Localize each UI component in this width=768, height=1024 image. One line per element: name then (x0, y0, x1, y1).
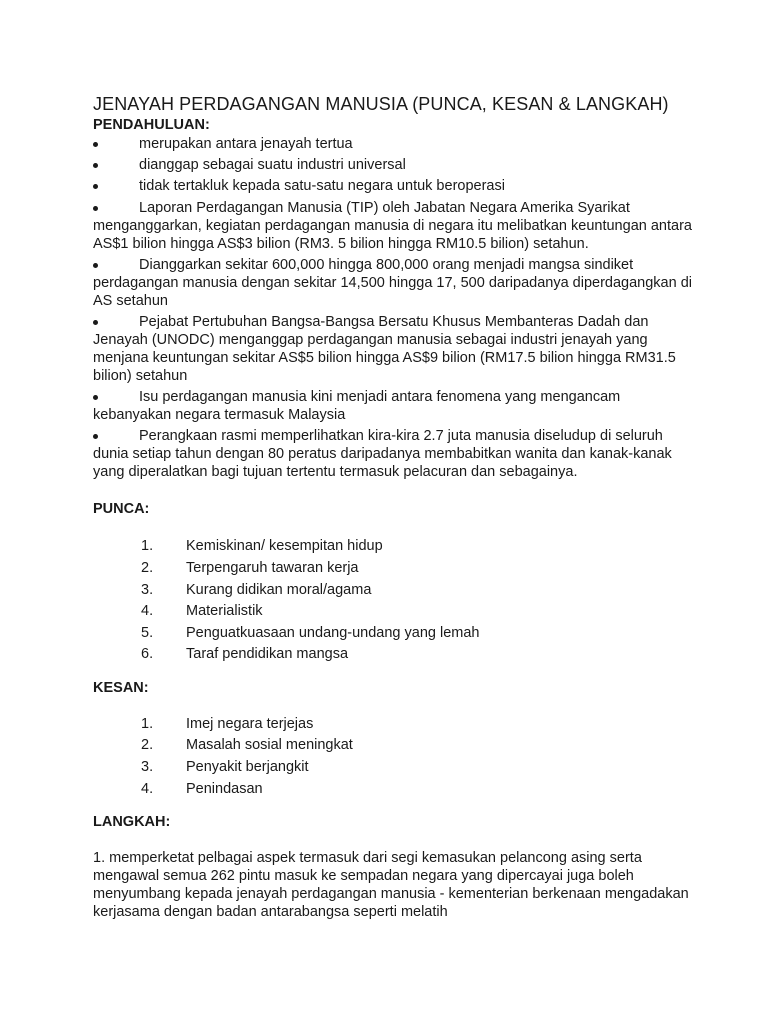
langkah-heading: LANGKAH: (93, 814, 171, 831)
pendahuluan-heading: PENDAHULUAN: (93, 117, 210, 133)
list-item: Perangkaan rasmi memperlihatkan kira-kira 2.7 juta manusia diseludup di seluruh dunia setiap tahun dengan 80 peratus daripadanya membabitkan wanita dan kanak-kanak yang diperalatkan bagi tujuan tertentu termasuk pelacuran dan sebagainya. (93, 428, 672, 481)
document-page (93, 94, 693, 921)
list-item: dianggap sebagai suatu industri universal (93, 156, 693, 174)
list-item: tidak tertakluk kepada satu-satu negara untuk beroperasi (93, 177, 693, 195)
list-item: Laporan Perdagangan Manusia (TIP) oleh Jabatan Negara Amerika Syarikat menganggarkan, kegiatan perdagangan manusia di negara itu melibatkan keuntungan antara AS$1 bilion hingga AS$3 bilion (RM3. 5 bilion hingga RM10.5 bilion) setahun. (93, 199, 692, 252)
list-item: 1. Kemiskinan/ kesempitan hidup (141, 538, 383, 555)
bullet-icon (93, 434, 98, 439)
list-item: 3. Kurang didikan moral/agama (141, 581, 372, 598)
list-item: Isu perdagangan manusia kini menjadi antara fenomena yang mengancam kebanyakan negara termasuk Malaysia (93, 389, 621, 424)
list-item: 4. Materialistik (141, 603, 263, 620)
pendahuluan-list (93, 135, 693, 481)
list-item: merupakan antara jenayah tertua (93, 135, 693, 153)
list-item: 3. Penyakit berjangkit (141, 759, 309, 776)
punca-heading: PUNCA: (93, 501, 150, 518)
kesan-list (93, 715, 693, 798)
list-item: 5. Penguatkuasaan undang-undang yang lemah (141, 624, 480, 641)
bullet-icon (93, 395, 98, 400)
document-title: JENAYAH PERDAGANGAN MANUSIA (PUNCA, KESAN & LANGKAH) (93, 94, 669, 114)
bullet-icon (93, 320, 98, 325)
langkah-paragraph: 1. memperketat pelbagai aspek termasuk dari segi kemasukan pelancong asing serta mengawal semua 262 pintu masuk ke sempadan negara yang dipercayai juga boleh menyumbang kepada jenayah perdagangan manusia - kementerian berkenaan mengadakan kerjasama dengan badan antarabangsa seperti melatih (93, 850, 689, 921)
bullet-icon (93, 206, 98, 211)
list-item: 4. Penindasan (141, 780, 263, 797)
bullet-icon (93, 163, 98, 168)
list-item: 6. Taraf pendidikan mangsa (141, 646, 349, 663)
bullet-icon (93, 263, 98, 268)
list-item: 1. Imej negara terjejas (141, 715, 314, 732)
kesan-heading: KESAN: (93, 679, 149, 696)
bullet-icon (93, 184, 98, 189)
bullet-icon (93, 142, 98, 147)
list-item: Pejabat Pertubuhan Bangsa-Bangsa Bersatu Khusus Membanteras Dadah dan Jenayah (UNODC) menganggap perdagangan manusia sebagai industri jenayah yang menjana keuntungan sekitar AS$5 bilion hingga AS$9 bilion (RM17.5 bilion hingga RM31.5 bilion) setahun (93, 313, 676, 384)
punca-list (93, 537, 693, 663)
list-item: 2. Masalah sosial meningkat (141, 737, 353, 754)
list-item: 2. Terpengaruh tawaran kerja (141, 559, 359, 576)
list-item: Dianggarkan sekitar 600,000 hingga 800,000 orang menjadi mangsa sindiket perdagangan manusia dengan sekitar 14,500 hingga 17, 500 daripadanya diperdagangkan di AS setahun (93, 256, 693, 309)
